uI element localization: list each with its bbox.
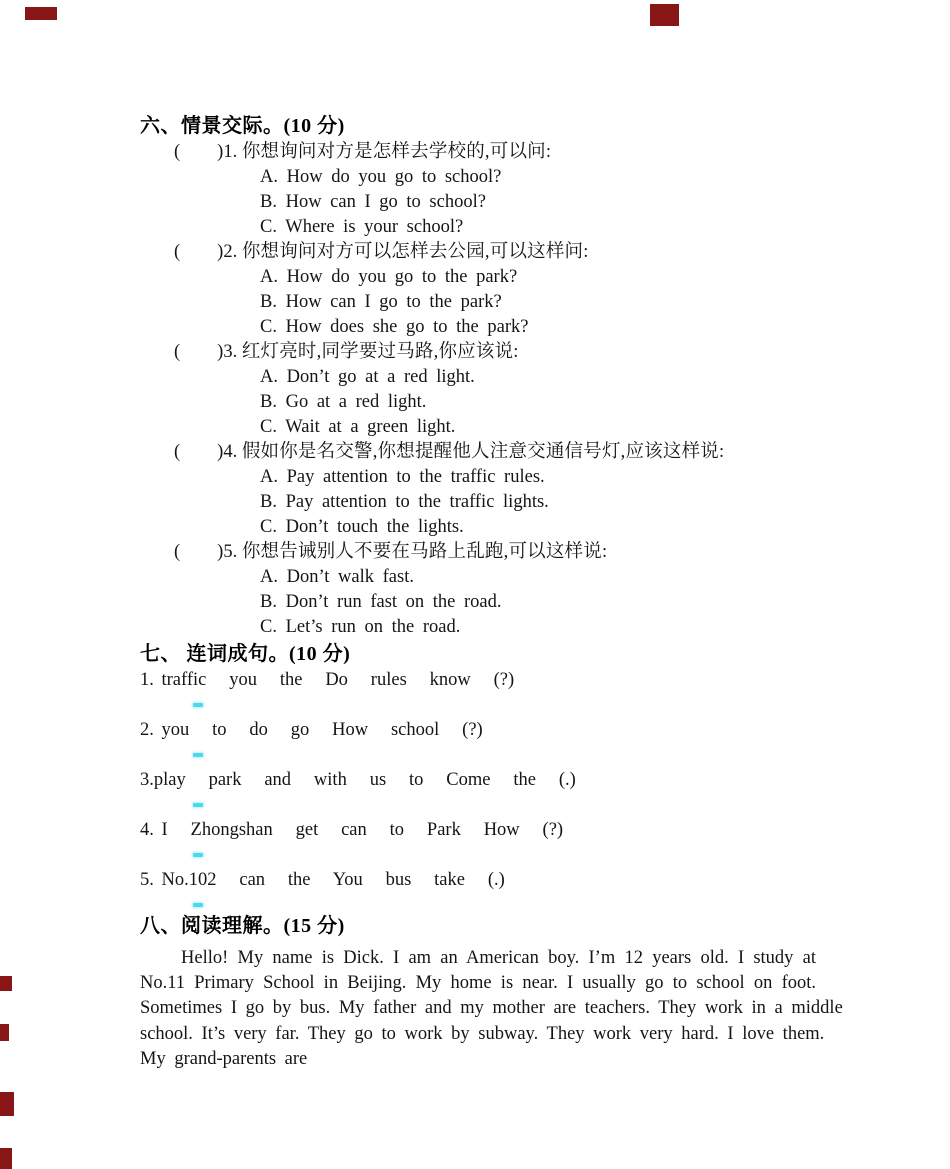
- scrambled-sentence-5: [140, 868, 812, 918]
- reading-passage: [140, 946, 843, 1072]
- scan-artifact-left-edge-3: [0, 1092, 14, 1116]
- answer-dash-mark-2: [193, 753, 203, 757]
- question-5: [140, 540, 812, 640]
- question-5-option-b: B. Don’t run fast on the road.: [260, 592, 502, 612]
- question-4-prompt: 假如你是名交警,你想提醒他人注意交通信号灯,应该这样说:: [241, 442, 725, 462]
- answer-dash-mark-3: [193, 803, 203, 807]
- scrambled-sentence-2: [140, 718, 812, 768]
- question-2-option-a: A. How do you go to the park?: [260, 267, 518, 287]
- scrambled-sentence-4: [140, 818, 812, 868]
- question-2-line: [140, 240, 812, 265]
- scan-artifact-top-left: [25, 7, 57, 20]
- question-1-option-c: C. Where is your school?: [260, 217, 464, 237]
- section-six: [140, 112, 812, 640]
- question-5-line: [140, 540, 812, 565]
- question-1-option-a: A. How do you go to school?: [260, 167, 502, 187]
- question-4: [140, 440, 812, 540]
- scrambled-sentence-1-text: 1. traffic you the Do rules know (?): [140, 670, 515, 690]
- answer-dash-mark-4: [193, 853, 203, 857]
- question-3: [140, 340, 812, 440]
- scan-artifact-left-edge-1: [0, 976, 12, 991]
- question-5-option-a: A. Don’t walk fast.: [260, 567, 414, 587]
- question-5-prompt: 你想告诫别人不要在马路上乱跑,可以这样说:: [241, 542, 608, 562]
- question-4-option-c: C. Don’t touch the lights.: [260, 517, 464, 537]
- question-4-option-b: B. Pay attention to the traffic lights.: [260, 492, 549, 512]
- question-4-option-a: A. Pay attention to the traffic rules.: [260, 467, 545, 487]
- answer-dash-mark-5: [193, 903, 203, 907]
- question-4-bracket: ( )4.: [174, 442, 238, 462]
- passage-line-2: No.11 Primary School in Beijing. My home is near. I usually go to school on foot.: [140, 973, 816, 994]
- scrambled-sentence-5-text: 5. No.102 can the You bus take (.): [140, 870, 505, 890]
- question-1-bracket: ( )1.: [174, 142, 238, 162]
- answer-dash-mark-1: [193, 703, 203, 707]
- question-3-bracket: ( )3.: [174, 342, 238, 362]
- passage-line-5: My grand-parents are: [140, 1048, 308, 1069]
- scan-artifact-left-edge-2: [0, 1024, 9, 1041]
- passage-line-4: school. It’s very far. They go to work by subway. They work very hard. I love them.: [140, 1023, 825, 1044]
- section-eight-title: 八、阅读理解。(15 分): [140, 915, 345, 937]
- section-six-title: 六、情景交际。(10 分): [140, 115, 345, 137]
- scrambled-sentence-3: [140, 768, 812, 818]
- question-2: [140, 240, 812, 340]
- question-3-option-a: A. Don’t go at a red light.: [260, 367, 475, 387]
- scrambled-sentence-3-text: 3.play park and with us to Come the (.): [140, 770, 576, 790]
- question-3-option-c: C. Wait at a green light.: [260, 417, 456, 437]
- passage-line-1: Hello! My name is Dick. I am an American boy. I’m 12 years old. I study at: [181, 948, 816, 968]
- question-1-line: [140, 140, 812, 165]
- question-1-option-b: B. How can I go to school?: [260, 192, 486, 212]
- question-5-bracket: ( )5.: [174, 542, 238, 562]
- question-3-option-b: B. Go at a red light.: [260, 392, 427, 412]
- question-2-prompt: 你想询问对方可以怎样去公园,可以这样问:: [241, 242, 589, 262]
- scrambled-sentence-1: [140, 668, 812, 718]
- passage-line-3: Sometimes I go by bus. My father and my mother are teachers. They work in a middle: [140, 998, 843, 1019]
- section-eight: [140, 912, 843, 1072]
- question-5-option-c: C. Let’s run on the road.: [260, 617, 461, 637]
- question-2-option-b: B. How can I go to the park?: [260, 292, 502, 312]
- question-2-bracket: ( )2.: [174, 242, 238, 262]
- scrambled-sentence-4-text: 4. I Zhongshan get can to Park How (?): [140, 820, 564, 840]
- question-1-prompt: 你想询问对方是怎样去学校的,可以问:: [241, 142, 552, 162]
- scan-artifact-top-right: [650, 4, 679, 26]
- question-3-line: [140, 340, 812, 365]
- section-seven-title: 七、 连词成句。(10 分): [140, 643, 351, 665]
- question-2-option-c: C. How does she go to the park?: [260, 317, 529, 337]
- question-1: [140, 140, 812, 240]
- scrambled-sentence-2-text: 2. you to do go How school (?): [140, 720, 483, 740]
- question-3-prompt: 红灯亮时,同学要过马路,你应该说:: [241, 342, 519, 362]
- scan-artifact-left-edge-4: [0, 1148, 12, 1169]
- section-seven: [140, 640, 812, 918]
- question-4-line: [140, 440, 812, 465]
